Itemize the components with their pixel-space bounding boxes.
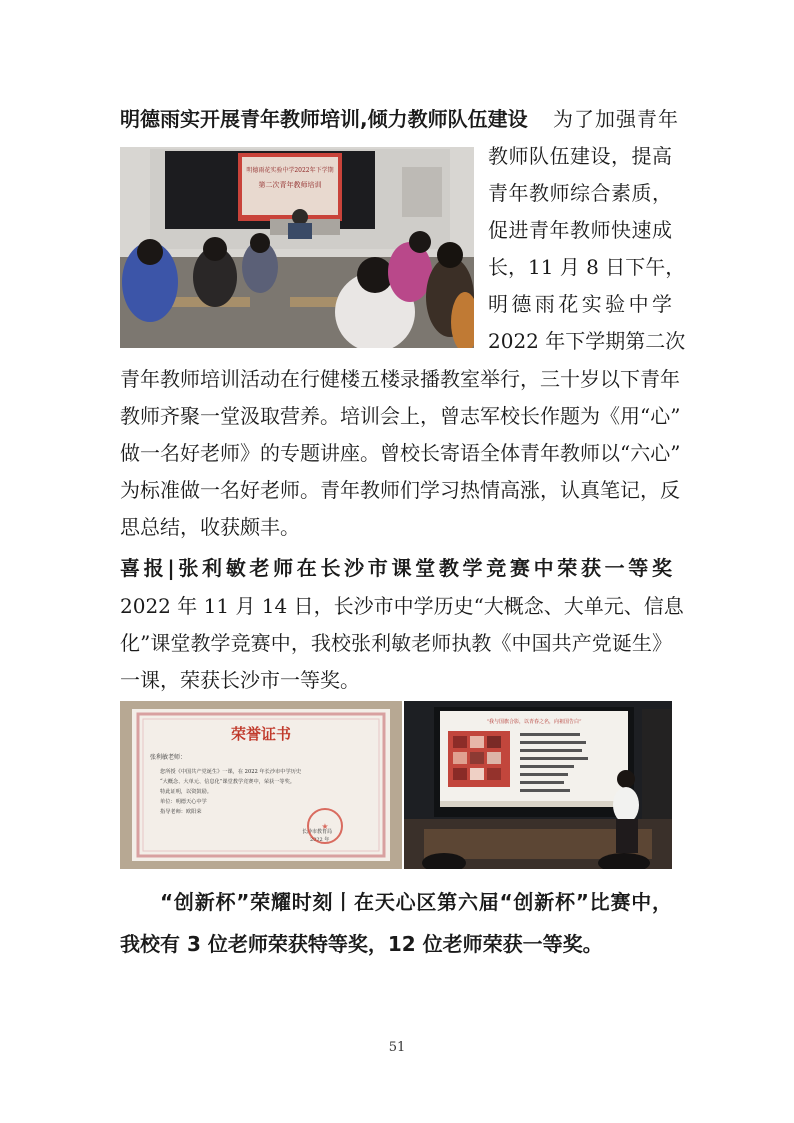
article3-line: “创新杯”荣耀时刻丨在天心区第六届“创新杯”比赛中， [160,890,672,914]
article1-text-line: 明德雨花实验中学 [488,292,672,316]
article1-text-line: 促进青年教师快速成 [488,218,672,242]
certificate-recipient: 张利敏老师： [150,754,187,761]
article1-text-line: 教师齐聚一堂汲取营养。培训会上，曾志军校长作题为《用“心” [120,404,681,428]
article1-text-line: 为了加强青年 [553,107,679,131]
svg-text:★: ★ [321,822,329,831]
certificate-date: 2022 年 [310,837,330,843]
screen-subtitle: 第二次青年教师培训 [258,181,322,189]
article1-text-line: 做一名好老师》的专题讲座。曾校长寄语全体青年教师以“六心” [120,441,681,465]
classroom-training-photo [120,147,474,348]
article1-text-line: 教师队伍建设，提高 [488,144,672,168]
certificate-issuer: 长沙市教育局 [302,829,333,835]
article1-text-line: 2022 年下学期第二次 [488,329,686,353]
page-number: 51 [388,1040,406,1055]
article1-text-line: 青年教师培训活动在行健楼五楼录播教室举行，三十岁以下青年 [120,367,680,391]
article1-text-line: 长，11 月 8 日下午， [488,255,686,279]
article1-text-line: 青年教师综合素质， [488,181,672,205]
article2-text-line: 2022 年 11 月 14 日，长沙市中学历史“大概念、大单元、信息 [120,594,684,618]
screen-title: 明德雨花实验中学2022年下学期 [246,167,334,174]
certificate-photo [120,701,402,869]
teacher-teaching-photo [404,701,672,869]
certificate-mentor: 指导老师：欧阳荣 [160,809,202,815]
certificate-body: “大概念、大单元、信息化”课堂教学竞赛中，荣获一等奖。 [160,779,295,785]
article1-text-line: 思总结，收获颇丰。 [120,515,300,539]
certificate-unit: 单位：明德天心中学 [160,799,207,805]
article2-text-line: 化”课堂教学竞赛中，我校张利敏老师执教《中国共产党诞生》 [120,631,672,655]
screen-banner: “我与国旗合影，以青春之名，向祖国告白” [486,719,582,725]
article3-line: 我校有 3 位老师荣获特等奖，12 位老师荣获一等奖。 [120,932,603,956]
certificate-title: 荣誉证书 [230,725,292,743]
certificate-body: 您所授《中国共产党诞生》一课，在 2022 年长沙市中学历史 [160,769,302,775]
article1-text-line: 为标准做一名好老师。青年教师们学习热情高涨，认真笔记，反 [120,478,680,502]
article1-heading: 明德雨实开展青年教师培训,倾力教师队伍建设 [120,107,528,131]
article2-text-line: 一课，荣获长沙市一等奖。 [120,668,360,692]
article2-heading: 喜报|张利敏老师在长沙市课堂教学竞赛中荣获一等奖 [120,556,672,580]
certificate-body: 特此证明，以资鼓励。 [160,789,212,795]
